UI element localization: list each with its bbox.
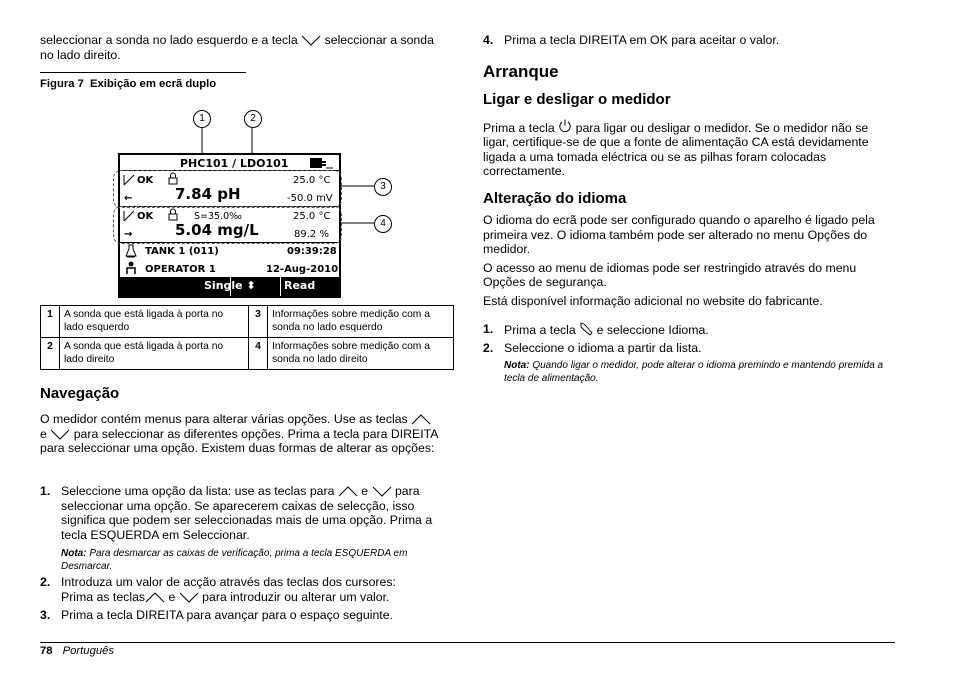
figure-title: Exibição em ecrã duplo <box>89 78 217 90</box>
table-row <box>41 338 454 370</box>
clock-time: 09:39:28 <box>287 246 337 257</box>
note-label: Nota: <box>504 360 530 371</box>
operator-icon <box>125 261 137 275</box>
step-text: Prima a tecla DIREITA em OK para aceitar o valor. <box>504 33 780 47</box>
temperature-reading: 25.0 °C <box>293 211 331 222</box>
figure-number: Figura 7 <box>40 78 84 90</box>
footer-rule <box>40 642 895 643</box>
list-item <box>483 322 895 338</box>
operator-id: OPERATOR 1 <box>145 264 216 275</box>
legend-number: 4 <box>249 338 268 370</box>
step-number: 2. <box>40 575 51 589</box>
ligar-paragraph <box>483 119 895 179</box>
read-softkey[interactable]: Read <box>284 279 316 292</box>
step-text: e <box>361 484 369 498</box>
legend-number: 3 <box>249 306 268 338</box>
up-down-icon: ⬍ <box>246 279 256 292</box>
table-row <box>41 306 454 338</box>
step-number: 4. <box>483 33 494 47</box>
up-arrow-icon <box>338 486 358 497</box>
step-text: Seleccione uma opção da lista: use as teclas para <box>61 484 335 498</box>
subheading-ligar: Ligar e desligar o medidor <box>483 91 671 108</box>
down-arrow-icon <box>50 429 70 440</box>
up-arrow-icon <box>411 414 431 425</box>
probe-header: PHC101 / LDO101 <box>180 157 289 170</box>
step-text: Prima a tecla DIREITA para avançar para o espaço seguinte. <box>61 608 393 622</box>
primary-reading: 7.84 pH <box>175 185 241 203</box>
step-text: e <box>168 589 176 604</box>
note-text: Para desmarcar as caixas de verificação, prima a tecla ESQUERDA em Desmarcar. <box>61 548 408 572</box>
callout-4: 4 <box>374 215 392 233</box>
page-number: 78 <box>40 645 53 657</box>
right-probe-frame <box>113 206 342 244</box>
status-ok: OK <box>137 175 154 186</box>
list-item <box>40 575 452 604</box>
idioma-paragraph-1: O idioma do ecrã pode ser configurado quando o aparelho é ligado pela primeira vez. O idioma também pode ser alterado no menu Opções do medidor. <box>483 213 875 256</box>
nav-heading: Navegação <box>40 385 120 402</box>
note <box>40 548 452 573</box>
ligar-text: para ligar ou desligar o medidor. Se o medidor não se ligar, certifique-se de que a fonte de alimentação CA está devidamente ligada a uma tomada eléctrica ou se as pilhas foram colocadas correctamente. <box>483 120 869 178</box>
nav-text: e <box>40 426 47 441</box>
figure-legend-table <box>40 305 454 370</box>
legend-number: 1 <box>41 306 60 338</box>
list-item <box>483 341 895 356</box>
legend-text: A sonda que está ligada à porta no lado esquerdo <box>60 306 249 338</box>
step-text: para introduzir ou alterar um valor. <box>202 589 390 604</box>
list-item <box>40 608 452 623</box>
step-number: 3. <box>40 608 51 622</box>
note <box>483 360 895 385</box>
ligar-text: Prima a tecla <box>483 120 555 135</box>
flask-icon <box>125 244 137 258</box>
legend-text: Informações sobre medição com a sonda no lado esquerdo <box>268 306 454 338</box>
down-arrow-icon <box>179 592 199 603</box>
nav-paragraph <box>40 412 452 456</box>
page-footer <box>40 644 114 659</box>
subheading-idioma: Alteração do idioma <box>483 189 627 207</box>
idioma-paragraph-3: Está disponível informação adicional no website do fabricante. <box>483 293 823 308</box>
section-heading-arranque: Arranque <box>483 61 559 81</box>
step-text: Seleccione o idioma a partir da lista. <box>504 340 702 355</box>
note-text: Quando ligar o medidor, pode alterar o idioma premindo e mantendo premida a tecla de alimentação. <box>504 360 884 384</box>
note-label: Nota: <box>61 548 87 559</box>
single-softkey[interactable] <box>204 279 256 294</box>
mv-reading: -50.0 mV <box>287 193 333 204</box>
nav-text: O medidor contém menus para alterar várias opções. Use as teclas <box>40 412 408 426</box>
current-date: 12-Aug-2010 <box>266 264 339 275</box>
step-text: Prima as teclas <box>61 589 146 604</box>
up-arrow-icon <box>145 592 165 603</box>
legend-text: A sonda que está ligada à porta no lado direito <box>60 338 249 370</box>
nav-text: para seleccionar as diferentes opções. Prima a tecla para DIREITA para seleccionar uma opção. Existem duas formas de alterar as opções: <box>40 426 438 455</box>
step-text: Prima a tecla <box>504 323 576 337</box>
list-item <box>483 33 895 48</box>
intro-text: no lado direito. <box>40 47 121 62</box>
right-arrow-icon: → <box>124 229 133 240</box>
step-text: para seleccionar uma opção. Se aparecerem caixas de selecção, isso significa que podem ser seleccionadas mais de uma opção. Prima a tecla ESQUERDA em Seleccionar. <box>61 484 433 542</box>
intro-text: seleccionar a sonda no lado esquerdo e a tecla <box>40 33 298 47</box>
left-probe-frame <box>113 170 342 208</box>
status-ok: OK <box>137 211 154 222</box>
idioma-paragraph-2: O acesso ao menu de idiomas pode ser restringido através do menu Opções de segurança. <box>483 260 857 289</box>
legend-number: 2 <box>41 338 60 370</box>
sample-id: TANK 1 (011) <box>145 246 219 257</box>
step-text: e seleccione Idioma. <box>596 323 709 337</box>
right-column <box>483 33 895 385</box>
down-arrow-icon <box>372 486 392 497</box>
step-number: 1. <box>40 484 51 498</box>
footer-language: Português <box>62 645 115 657</box>
softkey-bar <box>120 277 339 296</box>
step-number: 1. <box>483 322 494 336</box>
power-icon <box>558 119 572 133</box>
callout-2: 2 <box>244 110 262 128</box>
intro-text: seleccionar a sonda <box>324 33 434 47</box>
softkey-label: Single <box>204 279 243 292</box>
left-arrow-icon: ← <box>124 193 133 204</box>
percent-reading: 89.2 % <box>294 229 329 240</box>
power-plug-icon <box>308 156 334 170</box>
temperature-reading: 25.0 °C <box>293 175 331 186</box>
callout-3: 3 <box>374 178 392 196</box>
step-text: Introduza um valor de acção através das teclas dos cursores: <box>61 575 396 589</box>
list-item <box>40 484 452 542</box>
step-number: 2. <box>483 340 494 355</box>
wrench-icon <box>579 322 593 336</box>
legend-text: Informações sobre medição com a sonda no lado direito <box>268 338 454 370</box>
primary-reading: 5.04 mg/L <box>175 221 259 239</box>
salinity-reading: S=35.0‰ <box>194 211 242 222</box>
callout-1: 1 <box>193 110 211 128</box>
nav-steps <box>40 484 452 623</box>
